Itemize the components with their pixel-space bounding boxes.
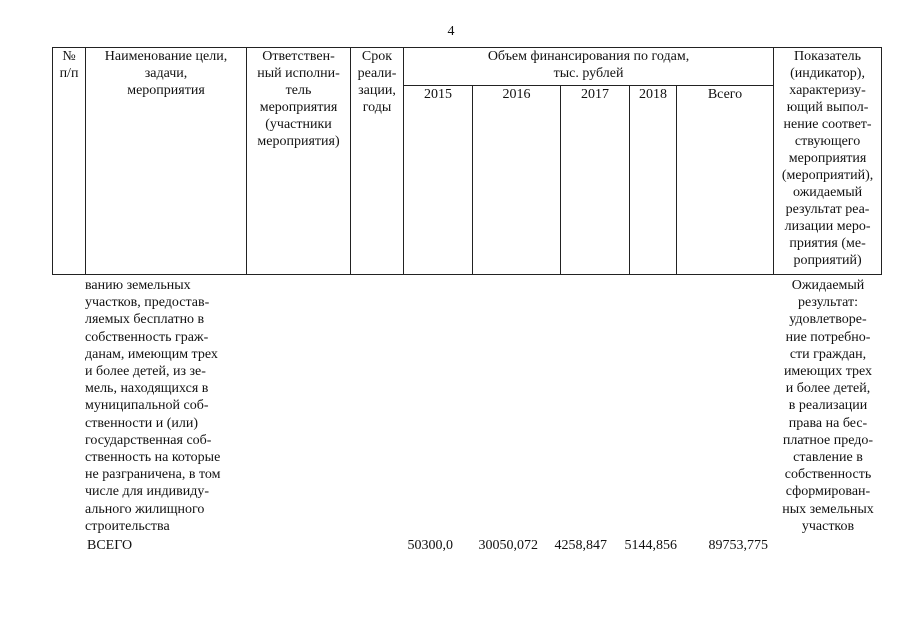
header-funding: Объем финансирования по годам, тыс. рублей <box>404 48 774 86</box>
total-all: 89753,775 <box>708 538 768 553</box>
header-num: № п/п <box>53 48 86 275</box>
expected-result-text: Ожидаемый результат: удовлетворе- ние потребно- сти граждан, имеющих трех и более детей, в реализации права на бес- платное предо- ставление в собственность сформирован- ных земельных участков <box>782 278 874 534</box>
header-period: Срок реали- зации, годы <box>351 48 404 275</box>
header-year-2018: 2018 <box>630 86 677 275</box>
header-year-total: Всего <box>677 86 774 275</box>
total-2015: 50300,0 <box>407 538 453 553</box>
header-year-2015: 2015 <box>404 86 473 275</box>
page-number: 4 <box>447 24 455 39</box>
activity-name-text: ванию земельных участков, предостав- ляемых бесплатно в собственность граж- данам, имеющим трех и более детей, из зе- мель, находящихся в муниципальной соб- ственности и (или) государственная соб- ственность на которые не разграничена, в том числе для индивиду- ального жилищного строительства <box>85 278 221 534</box>
header-table <box>52 47 882 275</box>
header-name: Наименование цели, задачи, мероприятия <box>86 48 247 275</box>
total-2017: 4258,847 <box>554 538 607 553</box>
total-2016: 30050,072 <box>478 538 538 553</box>
header-indicator: Показатель (индикатор), характеризу- ющий выпол- нение соответ- ствующего мероприятия (мероприятий), ожидаемый результат реа- лизации меро- приятия (ме- роприятий) <box>774 48 882 275</box>
header-year-2016: 2016 <box>473 86 561 275</box>
total-label: ВСЕГО <box>87 538 133 553</box>
header-year-2017: 2017 <box>561 86 630 275</box>
total-2018: 5144,856 <box>624 538 677 553</box>
header-executor: Ответствен- ный исполни- тель мероприятия (участники мероприятия) <box>247 48 351 275</box>
